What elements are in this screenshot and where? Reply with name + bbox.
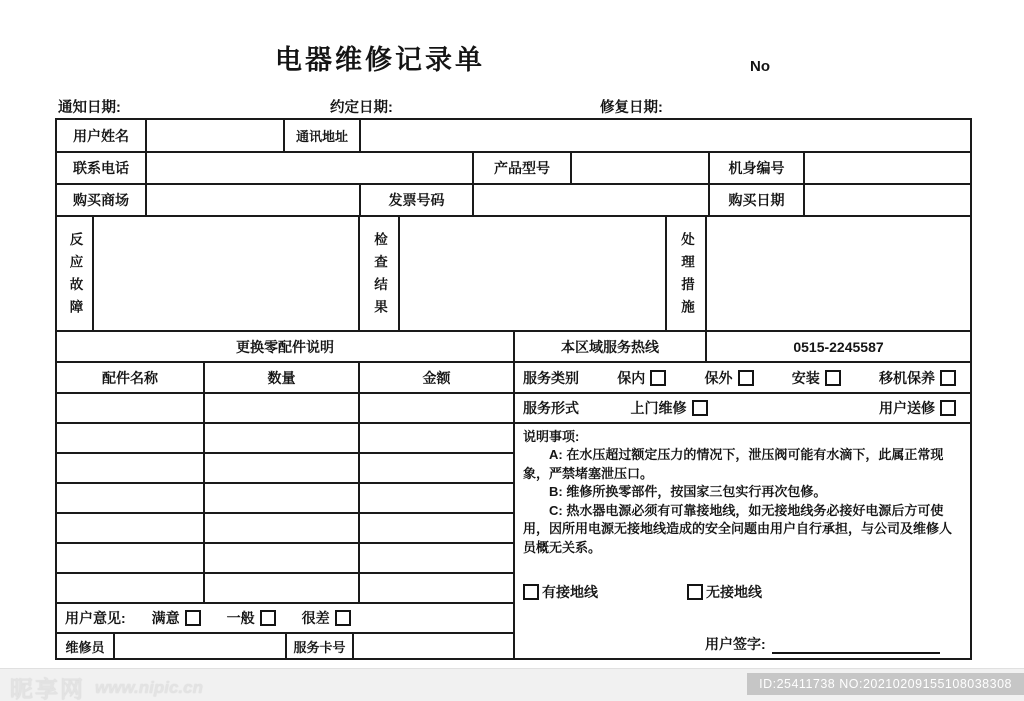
service-card-field bbox=[353, 633, 514, 659]
parts-row-cell bbox=[56, 393, 204, 423]
site-url: www.nipic.cn bbox=[95, 677, 203, 697]
store-field bbox=[146, 184, 360, 216]
user-name-label: 用户姓名 bbox=[56, 119, 146, 152]
appoint-date-label: 约定日期: bbox=[330, 100, 393, 116]
parts-col-amount: 金额 bbox=[359, 362, 514, 393]
parts-col-qty: 数量 bbox=[204, 362, 359, 393]
phone-label: 联系电话 bbox=[56, 152, 146, 184]
check-result-label: 检查结果 bbox=[359, 216, 399, 331]
parts-row-cell bbox=[56, 513, 204, 543]
option-has-ground-wire: 有接地线 bbox=[523, 582, 598, 602]
checkbox bbox=[940, 370, 956, 386]
action-field bbox=[706, 216, 971, 331]
parts-row-cell bbox=[204, 453, 359, 483]
option-satisfied: 满意 bbox=[152, 608, 201, 628]
checkbox bbox=[825, 370, 841, 386]
purchase-date-label: 购买日期 bbox=[709, 184, 804, 216]
parts-row-cell bbox=[56, 573, 204, 603]
phone-field bbox=[146, 152, 473, 184]
signature-line bbox=[772, 638, 940, 654]
option-user-sendin: 用户送修 bbox=[879, 398, 956, 418]
checkbox bbox=[523, 584, 539, 600]
parts-row-cell bbox=[204, 393, 359, 423]
watermark-bar bbox=[0, 668, 1024, 701]
parts-row-cell bbox=[56, 453, 204, 483]
site-logo: 昵享网 bbox=[10, 676, 85, 701]
checkbox bbox=[335, 610, 351, 626]
invoice-no-field bbox=[473, 184, 709, 216]
option-average: 一般 bbox=[227, 608, 276, 628]
parts-col-name: 配件名称 bbox=[56, 362, 204, 393]
parts-row-cell bbox=[359, 573, 514, 603]
parts-row-cell bbox=[204, 513, 359, 543]
option-no-ground-wire: 无接地线 bbox=[687, 582, 762, 602]
note-item-a: A: 在水压超过额定压力的情况下，泄压阀可能有水滴下，此属正常现象，严禁堵塞泄压口。 bbox=[523, 447, 944, 481]
user-signature-label: 用户签字: bbox=[705, 636, 766, 652]
fault-label: 反应故障 bbox=[56, 216, 93, 331]
note-item-b: B: 维修所换零部件，按国家三包实行再次包修。 bbox=[549, 484, 827, 500]
repairman-label: 维修员 bbox=[56, 633, 114, 659]
form-table bbox=[55, 118, 972, 660]
checkbox bbox=[738, 370, 754, 386]
parts-row-cell bbox=[359, 423, 514, 453]
note-item-c: C: 热水器电源必须有可靠接地线，如无接地线务必接好电源后方可使用，因所用电源无接地线造成的安全问题由用户自行承担，与公司及维修人员概无关系。 bbox=[523, 502, 953, 555]
checkbox bbox=[650, 370, 666, 386]
notes-heading: 说明事项: bbox=[523, 429, 580, 444]
service-card-label: 服务卡号 bbox=[286, 633, 353, 659]
user-name-field bbox=[146, 119, 284, 152]
parts-row-cell bbox=[359, 393, 514, 423]
option-onsite-repair: 上门维修 bbox=[631, 398, 708, 418]
checkbox bbox=[260, 610, 276, 626]
parts-row-cell bbox=[204, 573, 359, 603]
parts-row-cell bbox=[359, 513, 514, 543]
parts-row-cell bbox=[359, 453, 514, 483]
address-field bbox=[360, 119, 971, 152]
option-relocate-maintain: 移机保养 bbox=[879, 368, 956, 388]
hotline-label: 本区域服务热线 bbox=[514, 331, 706, 362]
option-out-warranty: 保外 bbox=[705, 368, 754, 388]
repair-date-label: 修复日期: bbox=[600, 100, 663, 116]
service-category-row bbox=[514, 362, 971, 393]
parts-row-cell bbox=[56, 543, 204, 573]
parts-row-cell bbox=[359, 483, 514, 513]
parts-row-cell bbox=[56, 423, 204, 453]
checkbox bbox=[692, 400, 708, 416]
parts-row-cell bbox=[359, 543, 514, 573]
site-watermark bbox=[10, 671, 203, 701]
service-form-label: 服务形式 bbox=[523, 400, 579, 416]
service-form-row bbox=[514, 393, 971, 423]
action-label: 处理措施 bbox=[666, 216, 706, 331]
serial-no-field bbox=[804, 152, 971, 184]
checkbox bbox=[940, 400, 956, 416]
page-title: 电器维修记录单 bbox=[275, 45, 485, 75]
invoice-no-label: 发票号码 bbox=[360, 184, 473, 216]
image-id-badge: ID:25411738 NO:20210209155108038308 bbox=[747, 673, 1024, 695]
parts-row-cell bbox=[204, 483, 359, 513]
service-category-label: 服务类别 bbox=[523, 369, 579, 386]
product-model-field bbox=[571, 152, 709, 184]
notify-date-label: 通知日期: bbox=[58, 100, 121, 116]
option-install: 安装 bbox=[792, 368, 841, 388]
address-label: 通讯地址 bbox=[284, 119, 360, 152]
parts-row-cell bbox=[204, 423, 359, 453]
checkbox bbox=[185, 610, 201, 626]
serial-no-label: 机身编号 bbox=[709, 152, 804, 184]
hotline-number: 0515-2245587 bbox=[706, 331, 971, 362]
parts-section-title: 更换零配件说明 bbox=[56, 331, 514, 362]
option-poor: 很差 bbox=[302, 608, 351, 628]
feedback-label: 用户意见: bbox=[65, 610, 126, 626]
option-in-warranty: 保内 bbox=[617, 368, 666, 388]
form-number-label: No bbox=[750, 58, 770, 75]
parts-row-cell bbox=[204, 543, 359, 573]
repairman-field bbox=[114, 633, 286, 659]
check-result-field bbox=[399, 216, 666, 331]
store-label: 购买商场 bbox=[56, 184, 146, 216]
purchase-date-field bbox=[804, 184, 971, 216]
checkbox bbox=[687, 584, 703, 600]
notes-cell bbox=[514, 423, 971, 659]
fault-field bbox=[93, 216, 359, 331]
notes-block bbox=[515, 424, 970, 557]
parts-row-cell bbox=[56, 483, 204, 513]
product-model-label: 产品型号 bbox=[473, 152, 571, 184]
user-signature-row bbox=[705, 634, 940, 654]
feedback-row bbox=[56, 603, 514, 633]
